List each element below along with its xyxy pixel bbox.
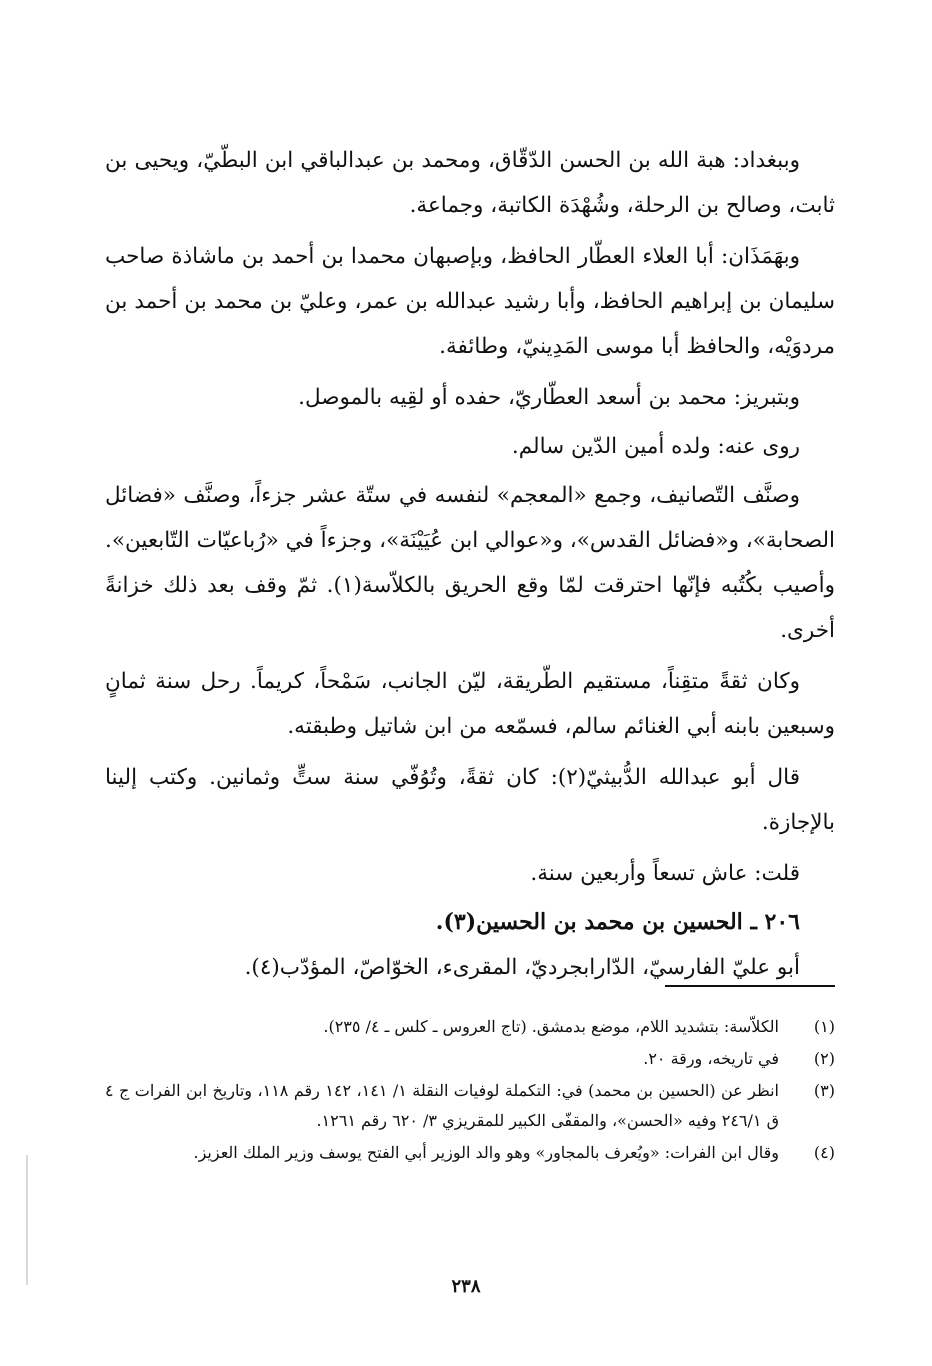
footnote xyxy=(105,1138,835,1168)
footnote-text: وقال ابن الفرات: «ويُعرف بالمجاور» وهو والد الوزير أبي الفتح يوسف وزير الملك العزيز. xyxy=(193,1143,779,1162)
paragraph-tabriz: وبتبريز: محمد بن أسعد العطّاريّ، حفده أو لقِيه بالموصل. xyxy=(298,385,800,410)
footnote-number: (٣) xyxy=(813,1081,835,1100)
footnote xyxy=(105,1044,835,1074)
paragraph-compilations: وصنَّف التّصانيف، وجمع «المعجم» لنفسه في ستّة عشر جزءاً، وصنَّف «فضائل الصحابة»، و«فضائل القدس»، و«عوالي ابن عُيَيْنَة»، وجزءاً في «رُباعيّات التّابعين». وأصيب بكُتُبه فإنّها احترقت لمّا وقع الحريق بالكلاّسة(١). ثمّ وقف بعد ذلك خزانةً أخرى. xyxy=(105,483,835,643)
footnote-number: (٢) xyxy=(813,1049,835,1068)
paragraph-narrated-by: روى عنه: ولده أمين الدّين سالم. xyxy=(511,434,800,459)
footnote-text: انظر عن (الحسين بن محمد) في: التكملة لوفيات النقلة ١/ ١٤١، ١٤٢ رقم ١١٨، وتاريخ ابن الفرات ج ٤ ق ٢٤٦/١ وفيه «الحسن»، والمقفّى الكبير للمقريزي ٣/ ٦٢٠ رقم ١٢٦١. xyxy=(105,1081,779,1130)
paragraph-hamadhan: وبهَمَذَان: أبا العلاء العطّار الحافظ، وبإصبهان محمدا بن أحمد بن ماشاذة صاحب سليمان بن إبراهيم الحافظ، وأبا رشيد عبدالله بن عمر، وعليّ بن محمد بن أحمد بن مردوَيْه، والحافظ أبا موسى المَدِينيّ، وطائفة. xyxy=(105,244,835,359)
footnote-number: (٤) xyxy=(813,1143,835,1162)
main-text xyxy=(105,138,835,994)
footnote xyxy=(105,1012,835,1042)
page-number: ٢٣٨ xyxy=(451,1276,481,1297)
paragraph-character: وكان ثقةً متقِناً، مستقيم الطّريقة، ليّن الجانب، سَمْحاً، كريماً. رحل سنة ثمانٍ وسبعين بابنه أبي الغنائم سالم، فسمّعه من ابن شاتيل وطبقته. xyxy=(105,669,835,739)
footnote xyxy=(105,1076,835,1136)
footnote-text: الكلاّسة: بتشديد اللام، موضع بدمشق. (تاج العروس ـ كلس ـ ٤/ ٢٣٥). xyxy=(323,1017,779,1036)
entry-description: أبو عليّ الفارسيّ، الدّارابجرديّ، المقرىء، الخوّاصّ، المؤدّب(٤). xyxy=(244,955,800,980)
footnote-separator xyxy=(665,985,835,987)
footnote-text: في تاريخه، ورقة ٢٠. xyxy=(643,1049,779,1068)
paragraph-dubaythi: قال أبو عبدالله الدُّبيثيّ(٢): كان ثقةً، وتُوُفّي سنة ستٍّ وثمانين. وكتب إلينا بالإجازة. xyxy=(105,765,835,835)
footnotes xyxy=(105,1012,835,1170)
paragraph-lifespan: قلت: عاش تسعاً وأربعين سنة. xyxy=(530,861,800,886)
scan-edge-mark xyxy=(26,1155,28,1285)
paragraph-baghdad: وببغداد: هبة الله بن الحسن الدّقّاق، ومحمد بن عبدالباقي ابن البطّيّ، ويحيى بن ثابت، وصالح بن الرحلة، وشُهْدَة الكاتبة، وجماعة. xyxy=(105,148,835,218)
footnote-number: (١) xyxy=(813,1017,835,1036)
entry-heading: ٢٠٦ ـ الحسين بن محمد بن الحسين(٣). xyxy=(435,909,800,935)
